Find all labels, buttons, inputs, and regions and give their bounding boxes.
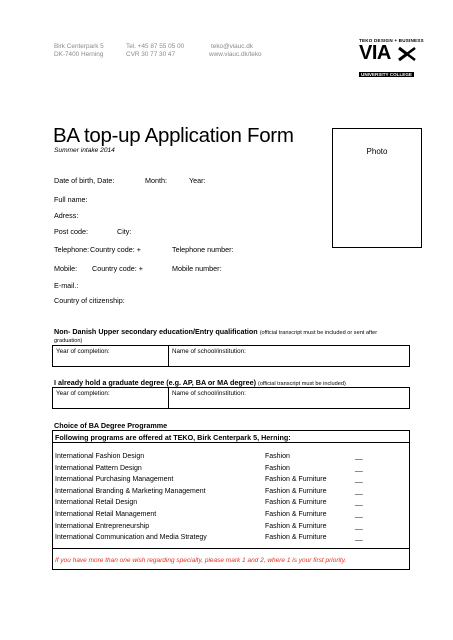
citizenship-label: Country of citizenship:: [54, 296, 125, 305]
programme-row[interactable]: [55, 476, 409, 487]
graduate-table: [52, 387, 410, 409]
programme-area: Fashion & Furniture: [265, 499, 327, 507]
graduate-school-cell[interactable]: [169, 388, 409, 408]
graduate-school-label: Name of school/institution:: [172, 390, 246, 397]
address-line-1: Birk Centerpark 5: [54, 43, 104, 50]
programme-area: Fashion: [265, 453, 290, 460]
telephone-label: Telephone:: [54, 245, 90, 254]
mob-number-label: Mobile number:: [172, 264, 222, 273]
programme-name: International Retail Management: [55, 511, 157, 518]
graduate-note: (official transcript must be included): [257, 381, 346, 387]
programme-name: International Branding & Marketing Management: [55, 487, 206, 495]
programme-row[interactable]: [55, 499, 409, 510]
address-label: Adress:: [54, 211, 79, 220]
tel-country-code-label: Country code: +: [90, 245, 141, 254]
programme-area: Fashion & Furniture: [265, 487, 327, 495]
programme-mark-field[interactable]: __: [355, 487, 363, 495]
programme-mark-field[interactable]: __: [355, 453, 363, 460]
month-label: Month:: [145, 176, 167, 185]
programme-mark-field[interactable]: __: [355, 464, 363, 472]
programme-area: Fashion & Furniture: [265, 476, 327, 484]
tel-number-label: Telephone number:: [172, 245, 234, 254]
programme-name: International Communication and Media Strategy: [55, 534, 207, 542]
programme-name: International Retail Design: [55, 499, 138, 507]
programme-mark-field[interactable]: __: [355, 499, 363, 507]
programme-mark-field[interactable]: __: [355, 476, 363, 484]
programme-row[interactable]: [55, 453, 409, 464]
header-cvr: CVR 30 77 30 47: [126, 51, 176, 58]
mob-country-code-label: Country code: +: [92, 264, 143, 273]
dob-label: Date of birth, Date:: [54, 176, 115, 185]
programme-mark-field[interactable]: __: [355, 511, 363, 518]
education-heading-text: Non- Danish Upper secondary education/Entry qualification: [54, 327, 258, 336]
logo-mark-icon: [397, 46, 417, 62]
via-logo: [359, 38, 424, 81]
programme-row[interactable]: [55, 511, 409, 522]
programme-area: Fashion & Furniture: [265, 511, 327, 518]
email-label: E-mail.:: [54, 281, 79, 290]
programme-row[interactable]: [55, 488, 409, 499]
graduate-year-cell[interactable]: [53, 388, 169, 408]
education-table: [52, 345, 410, 367]
address-line-2: DK-7400 Herning: [54, 51, 104, 58]
graduate-heading-text: I already hold a graduate degree (e.g. AP, BA or MA degree): [54, 378, 256, 387]
post-code-label: Post code:: [54, 227, 88, 236]
education-note-cont: graduation): [54, 338, 83, 344]
programme-table: [52, 430, 410, 570]
logo-top-text: TEKO DESIGN + BUSINESS: [359, 38, 424, 43]
page-subtitle: Summer intake 2014: [54, 147, 115, 154]
education-school-cell[interactable]: [169, 346, 409, 366]
mobile-label: Mobile:: [54, 264, 78, 273]
graduate-heading: [54, 378, 346, 387]
photo-box[interactable]: [332, 128, 422, 248]
education-year-cell[interactable]: [53, 346, 169, 366]
programme-divider: [53, 442, 409, 443]
programme-name: International Entrepreneurship: [55, 522, 150, 530]
programme-area: Fashion & Furniture: [265, 534, 327, 542]
education-note: (official transcript must be included or sent after: [259, 330, 378, 336]
header-phone: [126, 43, 184, 59]
education-year-label: Year of completion:: [56, 348, 110, 355]
programme-area: Fashion & Furniture: [265, 522, 327, 530]
programme-footnote: If you have more than one wish regarding specialty, please mark 1 and 2, where 1 is your first priority.: [55, 557, 347, 564]
header-email: teko@viauc.dk: [211, 43, 254, 50]
education-school-label: Name of school/institution:: [172, 348, 246, 355]
programme-list: [55, 453, 409, 553]
education-heading: [54, 327, 377, 336]
programme-mark-field[interactable]: __: [355, 522, 363, 530]
city-label: City:: [117, 227, 132, 236]
logo-main-text: VIA: [359, 42, 391, 64]
page-title: BA top-up Application Form: [53, 124, 294, 147]
programme-footnote-divider: [53, 548, 409, 549]
programme-subheading: Following programs are offered at TEKO, Birk Centerpark 5, Herning:: [55, 433, 291, 442]
photo-label: Photo: [366, 147, 388, 156]
programme-mark-field[interactable]: __: [355, 534, 363, 542]
programme-area: Fashion: [265, 464, 290, 472]
graduate-year-label: Year of completion:: [56, 390, 110, 397]
header-web: www.viauc.dk/teko: [209, 51, 262, 58]
full-name-label: Full name:: [54, 195, 88, 204]
programme-row[interactable]: [55, 534, 409, 545]
header-contact: [209, 43, 262, 59]
programme-row[interactable]: [55, 523, 409, 534]
programme-row[interactable]: [55, 465, 409, 476]
logo-sub-text: UNIVERSITY COLLEGE: [361, 72, 412, 77]
programme-name: International Fashion Design: [55, 453, 145, 460]
programme-heading: Choice of BA Degree Programme: [54, 421, 168, 430]
year-label: Year:: [189, 176, 206, 185]
header-tel: Tel. +45 87 55 05 00: [126, 43, 185, 50]
programme-name: International Purchasing Management: [55, 476, 174, 484]
header-address: [54, 43, 104, 59]
programme-name: International Pattern Design: [55, 464, 142, 472]
